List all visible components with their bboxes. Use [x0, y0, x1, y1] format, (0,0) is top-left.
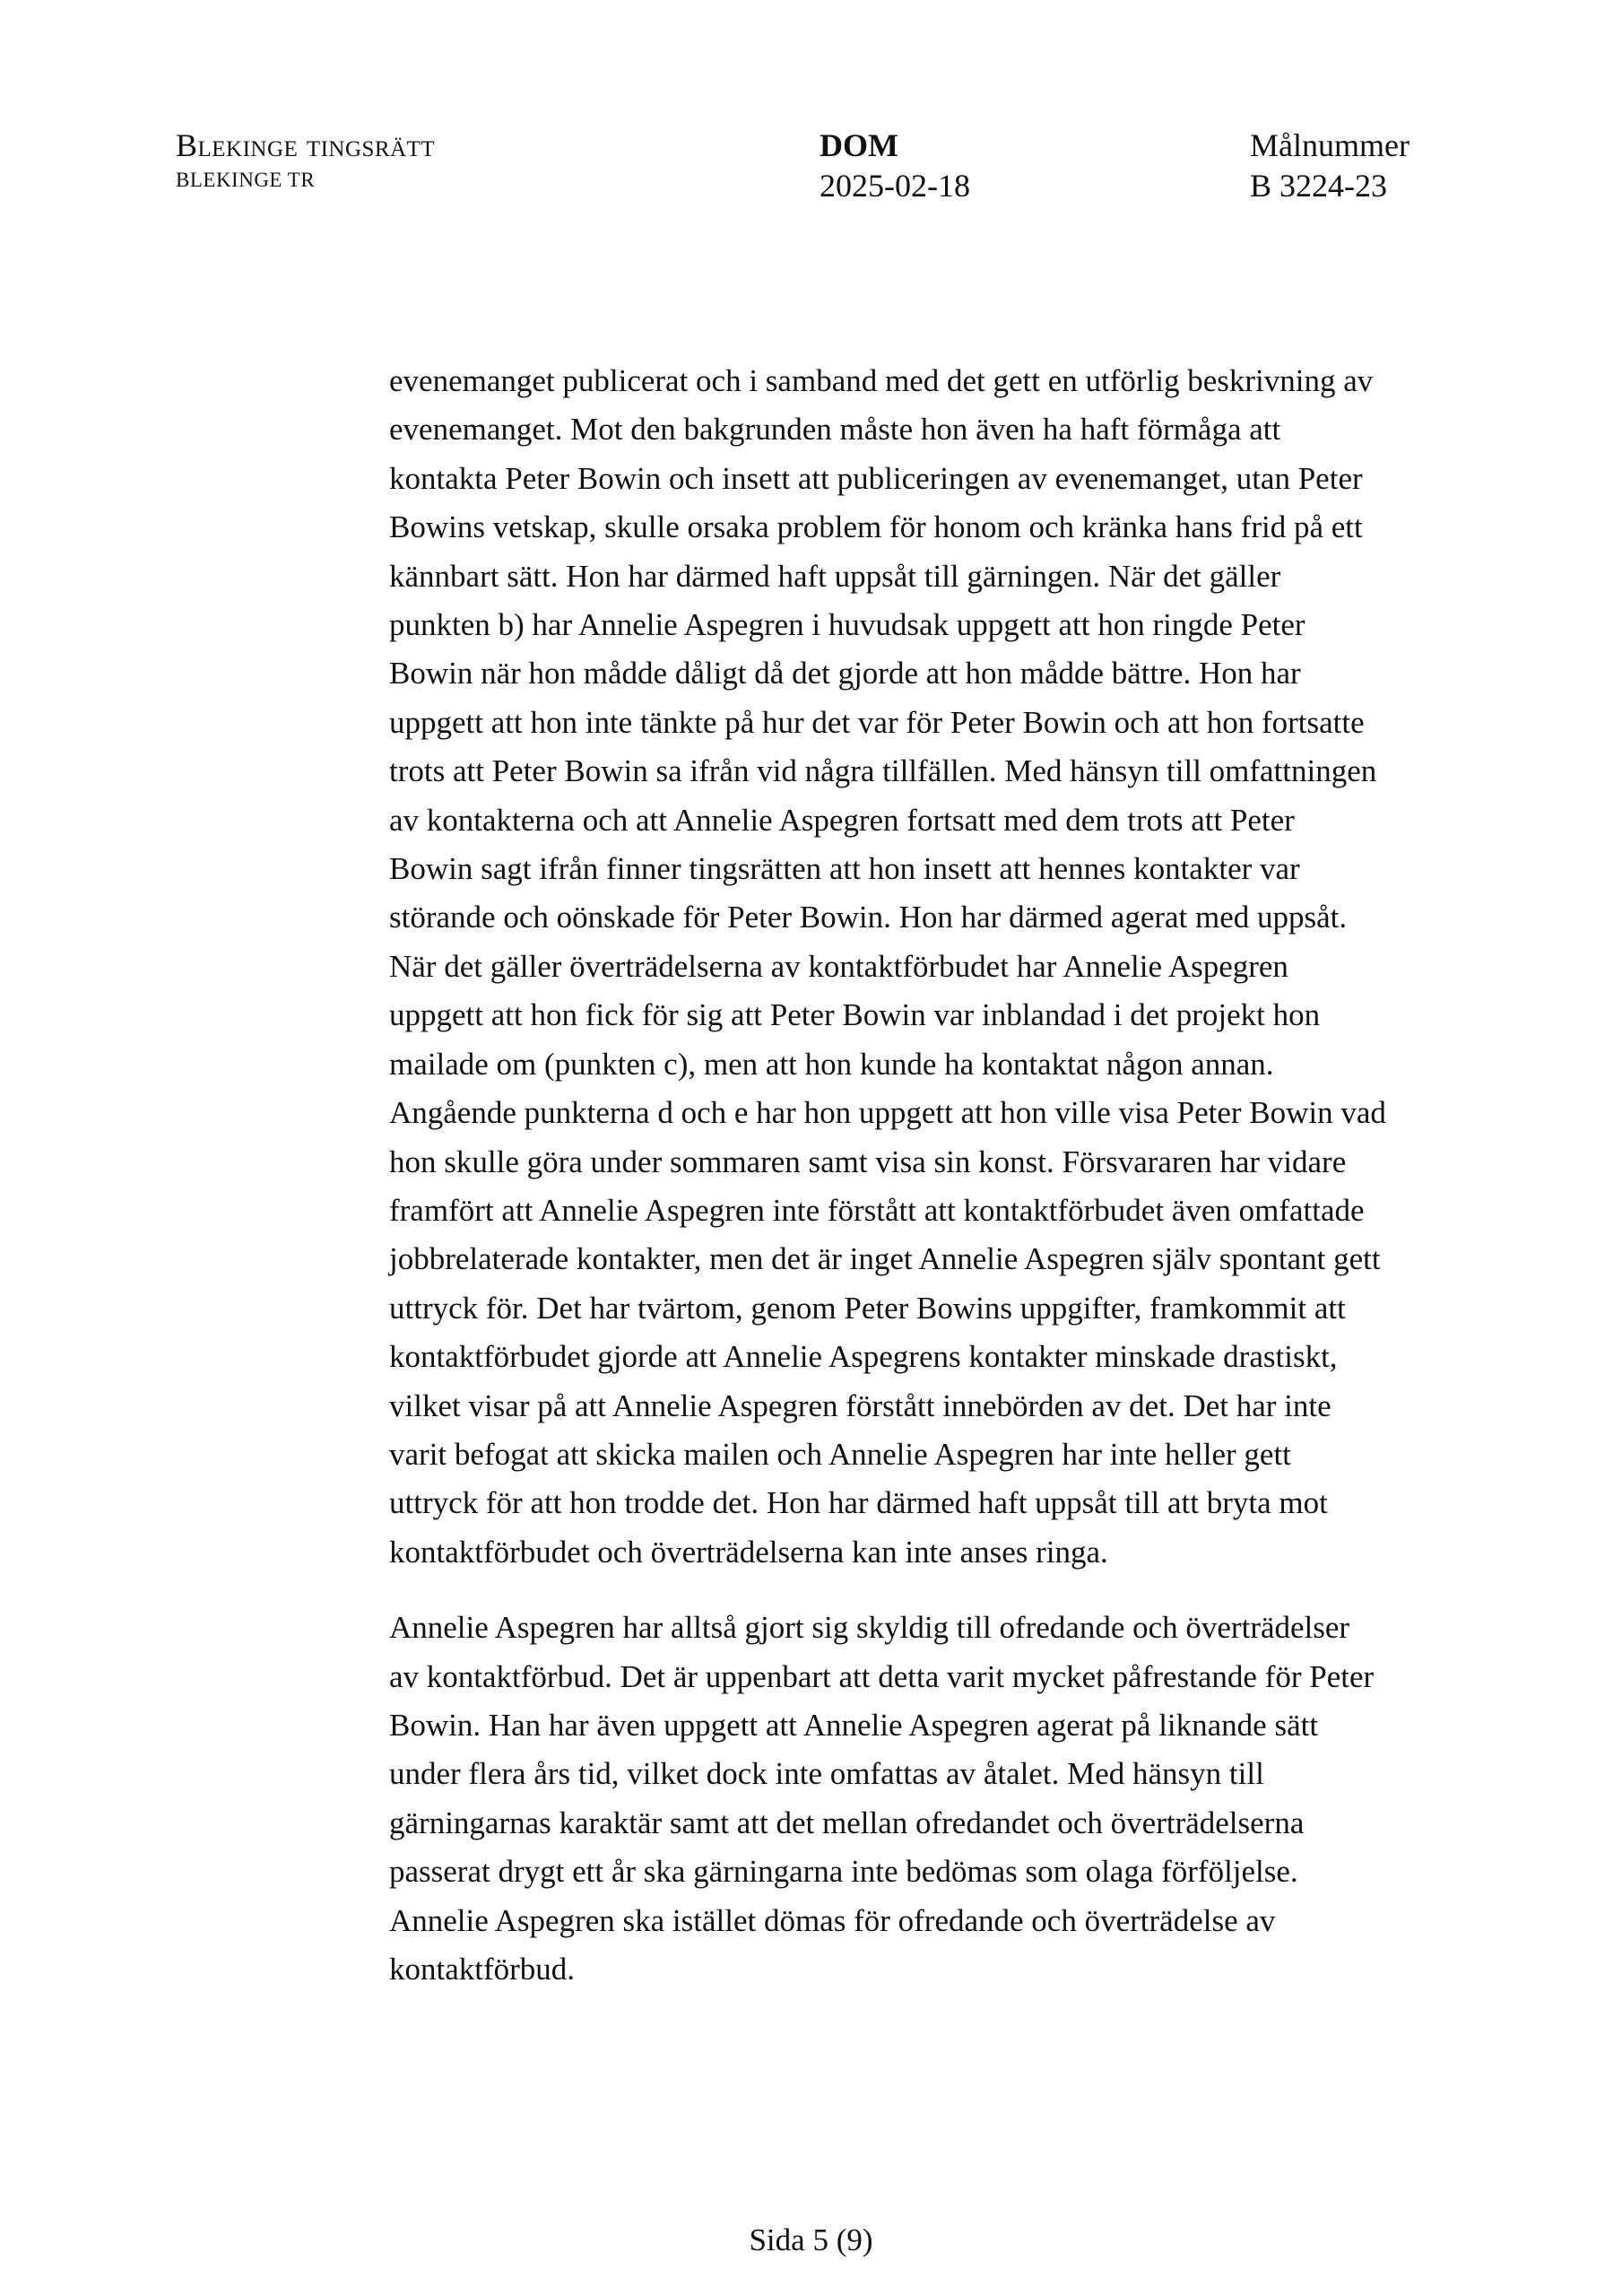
paragraph-gap [389, 1577, 1447, 1604]
text-line: kontaktförbud. [389, 1952, 576, 1987]
text-line: uppgett att hon fick för sig att Peter Bowin var inblandad i det projekt hon [389, 997, 1321, 1033]
text-line: störande och oönskade för Peter Bowin. Hon har därmed agerat med uppsåt. [389, 900, 1348, 935]
text-line: kontakta Peter Bowin och insett att publiceringen av evenemanget, utan Peter [389, 460, 1363, 496]
text-line: uttryck för att hon trodde det. Hon har därmed haft uppsåt till att bryta mot [389, 1485, 1328, 1521]
text-line: evenemanget publicerat och i samband med det gett en utförlig beskrivning av [389, 363, 1374, 398]
page-number: Sida 5 (9) [749, 2222, 873, 2257]
text-line: uppgett att hon inte tänkte på hur det var för Peter Bowin och att hon fortsatte [389, 704, 1365, 740]
text-line: av kontaktförbud. Det är uppenbart att detta varit mycket påfrestande för Peter [389, 1658, 1375, 1694]
text-line: vilket visar på att Annelie Aspegren förstått innebörden av det. Det har inte [389, 1387, 1331, 1423]
case-block [1250, 126, 1409, 206]
document-body [389, 357, 1447, 1994]
court-name: Blekinge tingsrätt [176, 127, 436, 163]
text-line: evenemanget. Mot den bakgrunden måste hon även ha haft förmåga att [389, 412, 1281, 448]
text-line: framfört att Annelie Aspegren inte förstått att kontaktförbudet även omfattade [389, 1192, 1365, 1228]
text-line: uttryck för. Det har tvärtom, genom Peter Bowins uppgifter, framkommit att [389, 1290, 1346, 1326]
case-number: B 3224-23 [1250, 168, 1387, 204]
text-line: trots att Peter Bowin sa ifrån vid några tillfällen. Med hänsyn till omfattningen [389, 753, 1377, 789]
document-header [0, 126, 1622, 215]
text-line: Annelie Aspegren har alltså gjort sig skyldig till ofredande och överträdelser [389, 1610, 1350, 1646]
paragraph [389, 1604, 1447, 1994]
text-line: När det gäller överträdelserna av kontaktförbudet har Annelie Aspegren [389, 948, 1288, 984]
text-line: kontaktförbudet och överträdelserna kan inte anses ringa. [389, 1534, 1108, 1570]
text-line: av kontakterna och att Annelie Aspegren fortsatt med dem trots att Peter [389, 802, 1295, 838]
court-short-name: BLEKINGE TR [176, 169, 316, 191]
case-number-label: Målnummer [1250, 127, 1409, 163]
text-line: Annelie Aspegren ska istället dömas för ofredande och överträdelse av [389, 1902, 1276, 1938]
paragraph [389, 357, 1447, 1577]
text-line: varit befogat att skicka mailen och Annelie Aspegren har inte heller gett [389, 1436, 1291, 1472]
text-line: under flera års tid, vilket dock inte omfattas av åtalet. Med hänsyn till [389, 1756, 1264, 1792]
text-line: Angående punkterna d och e har hon uppgett att hon ville visa Peter Bowin vad [389, 1095, 1386, 1131]
text-line: Bowin. Han har även uppgett att Annelie Aspegren agerat på liknande sätt [389, 1707, 1319, 1743]
court-block [176, 126, 435, 196]
text-line: punkten b) har Annelie Aspegren i huvudsak uppgett att hon ringde Peter [389, 607, 1305, 643]
text-line: passerat drygt ett år ska gärningarna inte bedömas som olaga förföljelse. [389, 1854, 1298, 1890]
text-line: hon skulle göra under sommaren samt visa sin konst. Försvararen har vidare [389, 1144, 1347, 1179]
document-type: DOM [820, 127, 898, 163]
text-line: kontaktförbudet gjorde att Annelie Aspegrens kontakter minskade drastiskt, [389, 1339, 1338, 1375]
text-line: mailade om (punkten c), men att hon kunde ha kontaktat någon annan. [389, 1046, 1274, 1082]
document-type-block [820, 126, 970, 206]
text-line: jobbrelaterade kontakter, men det är inget Annelie Aspegren själv spontant gett [389, 1241, 1381, 1277]
text-line: gärningarnas karaktär samt att det mellan ofredandet och överträdelserna [389, 1805, 1305, 1840]
text-line: Bowin när hon mådde dåligt då det gjorde att hon mådde bättre. Hon har [389, 656, 1301, 691]
text-line: Bowin sagt ifrån finner tingsrätten att hon insett att hennes kontakter var [389, 851, 1300, 887]
text-line: Bowins vetskap, skulle orsaka problem för honom och kränka hans frid på ett [389, 509, 1363, 545]
text-line: kännbart sätt. Hon har därmed haft uppsåt till gärningen. När det gäller [389, 558, 1281, 594]
document-date: 2025-02-18 [820, 168, 970, 204]
